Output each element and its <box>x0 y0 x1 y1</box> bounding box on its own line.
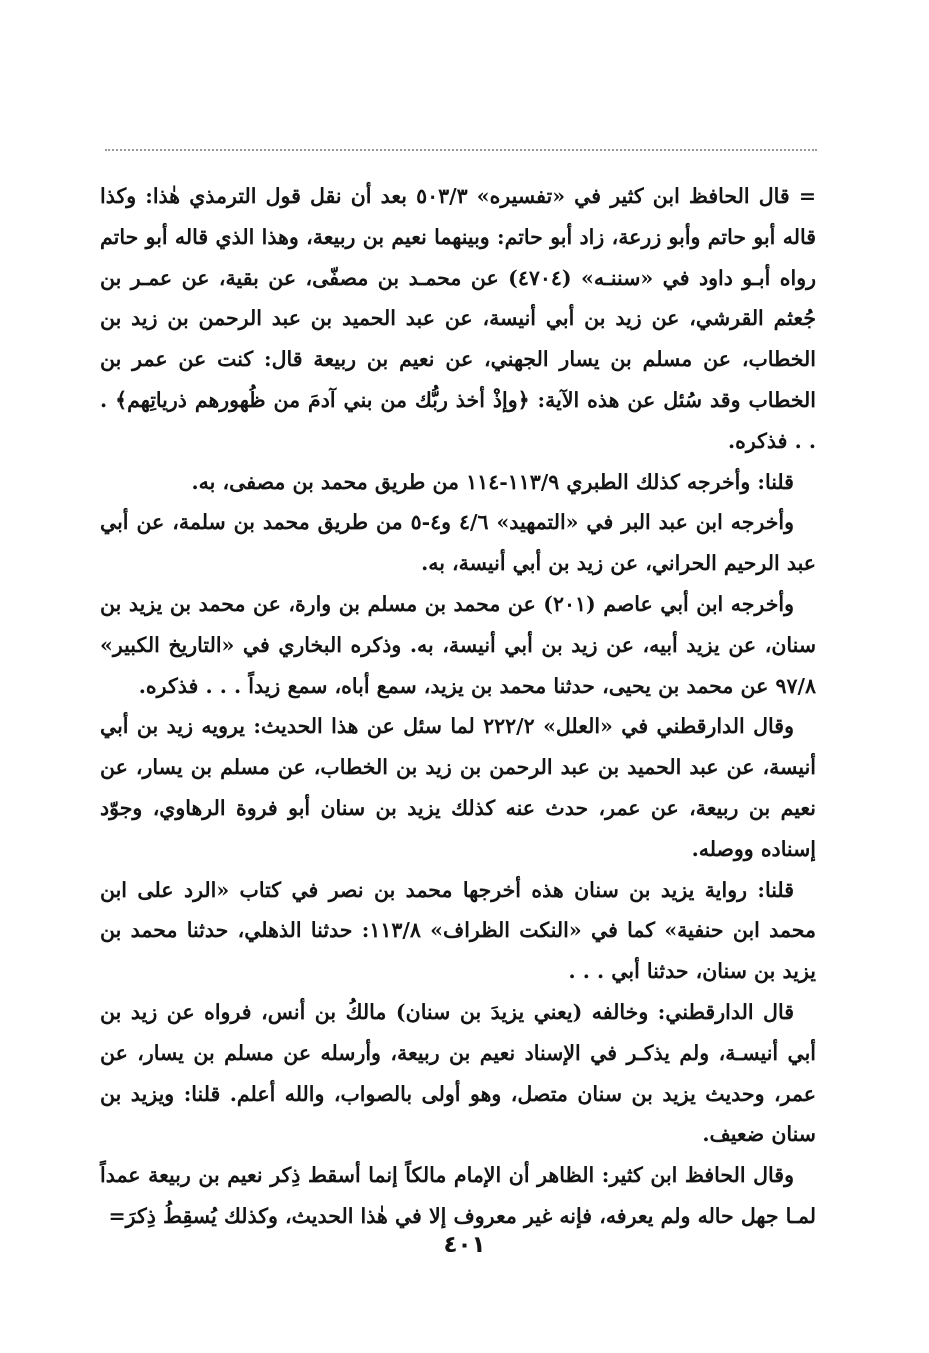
paragraph-ibn-abd-al-barr: وأخرجه ابن عبد البر في «التمهيد» ٤/٦ و٤-٥ من طريق محمد بن سلمة، عن أبي عبد الرحيم الحراني، عن زيد بن أبي أنيسة، به. <box>100 510 816 576</box>
page-number: ٤٠١ <box>443 1232 486 1258</box>
footnote-text <box>100 176 816 1237</box>
paragraph-daraqutni-ilal: وقال الدارقطني في «العلل» ٢٢٢/٢ لما سئل عن هذا الحديث: يرويه زيد بن أبي أنيسة، عن عبد الحميد بن عبد الرحمن بن زيد بن الخطاب، عن مسلم بن يسار، عن نعيم بن ربيعة، عن عمر، حدث عنه كذلك يزيد بن سنان أبو فروة الرهاوي، وجوّد إسناده ووصله. <box>100 714 816 861</box>
paragraph-ibn-abi-asim: وأخرجه ابن أبي عاصم (٢٠١) عن محمد بن مسلم بن وارة، عن محمد بن يزيد بن سنان، عن يزيد أبيه، عن زيد بن أبي أنيسة، به. وذكره البخاري في «التاريخ الكبير» ٩٧/٨ عن محمد بن يحيى، حدثنا محمد بن يزيد، سمع أباه، سمع زيداً . . . فذكره. <box>100 591 816 698</box>
paragraph-yazid-riwaya: قلنا: رواية يزيد بن سنان هذه أخرجها محمد بن نصر في كتاب «الرد على ابن محمد ابن حنفية» كما في «النكت الظراف» ١١٣/٨: حدثنا الذهلي، حدثنا محمد بن يزيد بن سنان، حدثنا أبي . . . <box>100 877 816 984</box>
paragraph-tabari: قلنا: وأخرجه كذلك الطبري ١١٣/٩-١١٤ من طريق محمد بن مصفى، به. <box>191 469 794 494</box>
header-separator <box>105 149 817 151</box>
paragraph-daraqutni-malik: قال الدارقطني: وخالفه (يعني يزيدَ بن سنان) مالكُ بن أنس، فرواه عن زيد بن أبي أنيسـة، ولم يذكـر في الإسناد نعيم بن ربيعة، وأرسله عن مسلم بن يسار، عن عمر، وحديث يزيد بن سنان متصل، وهو أولى بالصواب، والله أعلم. قلنا: ويزيد بن سنان ضعيف. <box>100 999 816 1147</box>
paragraph-continuation: = قال الحافظ ابن كثير في «تفسيره» ٥٠٣/٣ بعد أن نقل قول الترمذي هٰذا: وكذا قاله أبو حاتم وأبو زرعة، زاد أبو حاتم: وبينهما نعيم بن ربيعة، وهذا الذي قاله أبو حاتم رواه أبـو داود في «سننـه» (٤٧٠٤) عن محمـد بن مصفّى، عن بقية، عن عمـر بن جُعثم القرشي، عن زيد بن أبي أنيسة، عن عبد الحميد بن عبد الرحمن بن زيد بن الخطاب، عن مسلم بن يسار الجهني، عن نعيم بن ربيعة قال: كنت عن عمر بن الخطاب وقد سُئل عن هذه الآية: ﴿وإذْ أخذ ربُّك من بني آدمَ من ظُهورهم ذرياتِهم﴾ . . . فذكره. <box>100 184 816 453</box>
paragraph-ibn-kathir: وقال الحافظ ابن كثير: الظاهر أن الإمام مالكاً إنما أسقط ذِكر نعيم بن ربيعة عمداً لمـا جهل حاله ولم يعرفه، فإنه غير معروف إلا في هٰذا الحديث، وكذلك يُسقِطُ ذِكرَ= <box>100 1163 816 1228</box>
